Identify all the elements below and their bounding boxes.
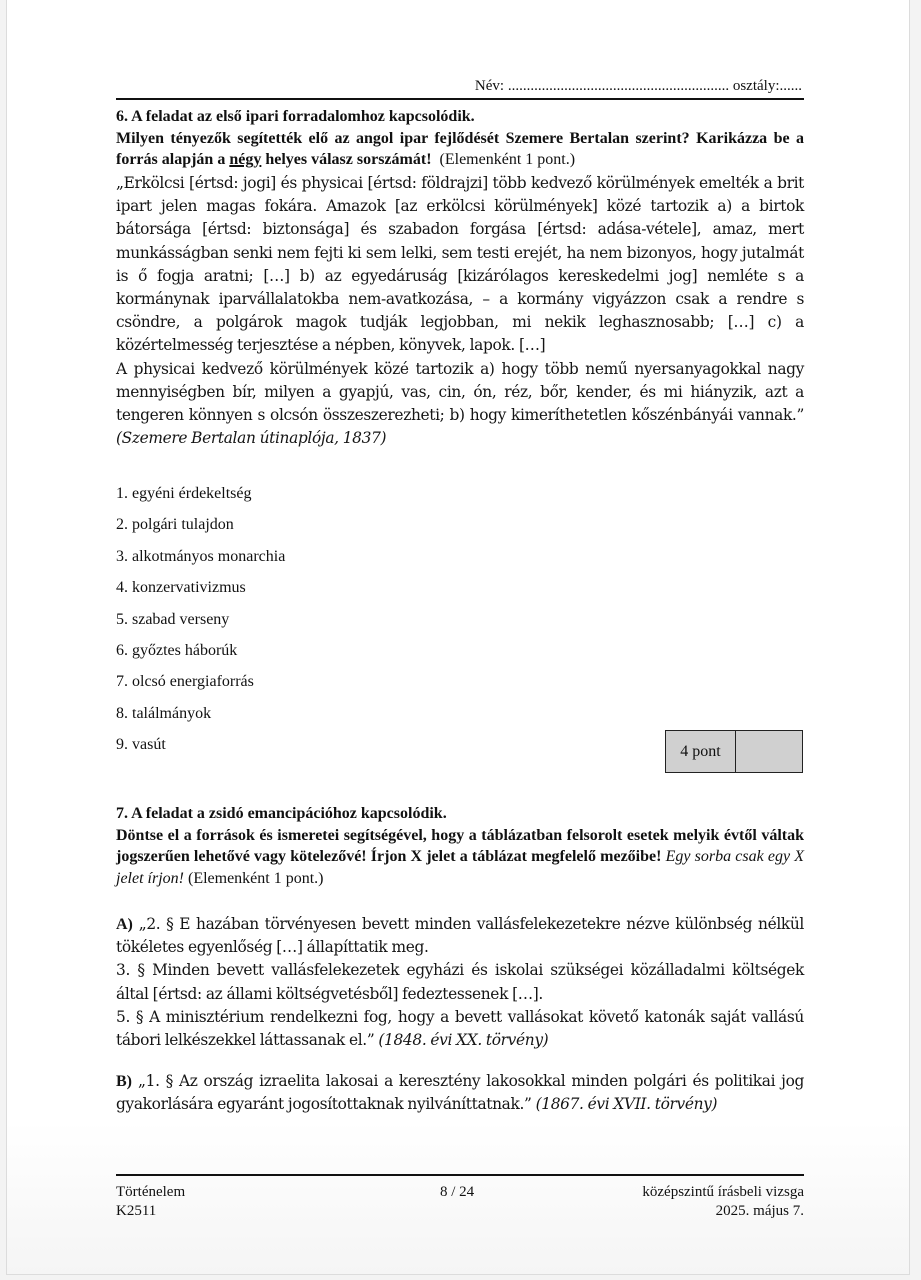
option-item[interactable]: 5. szabad verseny xyxy=(116,610,230,628)
option-item[interactable]: 9. vasút xyxy=(116,736,166,754)
footer-exam-level: középszintű írásbeli vizsga xyxy=(642,1184,804,1200)
source-a-tag: A) xyxy=(116,916,133,933)
source-b-text: „1. § Az ország izraelita lakosai a keresztény lakosokkal minden polgári és politikai jog gyakorlására egyaránt jogosítottaknak nyilváníttatnak.” xyxy=(116,1072,804,1114)
task6-scoring-note: (Elemenként 1 pont.) xyxy=(439,151,576,168)
class-field[interactable]: osztály:...... xyxy=(732,78,802,94)
source-b-tag: B) xyxy=(116,1073,132,1090)
quote-paragraph-2: A physicai kedvező körülmények közé tartozik a) hogy több nemű nyersanyagokkal nagy mennyiségben bír, milyen a gyapjú, vas, cin, ón, réz, bőr, kender, és mi hiányzik, azt a tengeren könnyen s olcsón összeszerezheti; b) hogy kimeríthetetlen kőszénbányái vannak.” (Szemere Bertalan útinaplója, 1837) xyxy=(116,359,804,448)
option-item[interactable]: 1. egyéni érdekeltség xyxy=(116,485,252,502)
option-item[interactable]: 6. győztes háborúk xyxy=(116,641,238,659)
task6-instructions xyxy=(116,106,804,171)
option-item[interactable]: 4. konzervativizmus xyxy=(116,579,246,597)
task7-instructions xyxy=(116,803,804,889)
task6-score-box xyxy=(665,730,803,773)
task7-question: Döntse el a források és ismeretei segítségével, hogy a táblázatban felsorolt esetek melyik évtől váltak jogszerűen lehetővé vagy kötelezővé! Írjon X jelet a táblázat megfelelő mezőibe! Egy sorba csak egy X jelet írjon! (Elemenként 1 pont.) xyxy=(116,826,805,887)
source-b-citation: (1867. évi XVII. törvény) xyxy=(535,1095,718,1114)
task6-title: 6. A feladat az első ipari forradalomhoz kapcsolódik. xyxy=(116,108,475,125)
footer-date: 2025. május 7. xyxy=(715,1203,804,1219)
task6-emphasis: négy xyxy=(229,151,262,168)
source-a-line3: 5. § A minisztérium rendelkezni fog, hogy a bevett vallásokat követő katonák saját vallású tábori lelkészekkel láttassanak el.” xyxy=(116,1007,804,1050)
quote-paragraph-1: „Erkölcsi [értsd: jogi] és physicai [értsd: földrajzi] több kedvező körülmények emelték a brit ipart jelen magas fokára. Amazok [az erkölcsi körülmények] közé tartozik a) a birtok bátorsága [értsd: biztonsága] és szabadon forgása [értsd: adása-vétele], amaz, mert munkásságban senki nem fejti ki sem lelki, sem testi erejét, ha nem bizonyos, hogy jutalmát is ő fogja aratni; […] b) az egyedáruság [kizárólagos kereskedelmi jog] nemléte s a kormánynak iparvállalatokba nem-avatkozása, – a kormány vigyázzon csak a rendre s csöndre, a polgárok magok tudják legjobban, mi nekik leghasznosabb; […] c) a közértelmesség terjesztése a népben, könyvek, lapok. […] xyxy=(116,174,804,355)
footer-rule xyxy=(116,1174,804,1176)
option-item[interactable]: 2. polgári tulajdon xyxy=(116,516,234,534)
score-max-label: 4 pont xyxy=(666,731,736,772)
task6-source-quote xyxy=(116,172,804,450)
header-rule xyxy=(116,98,804,100)
exam-page xyxy=(6,0,910,1275)
task6-question: Milyen tényezők segítették elő az angol ipar fejlődését Szemere Bertalan szerint? Karikázza be a forrás alapján a négy helyes válasz sorszámát! (Elemenként 1 pont.) xyxy=(116,129,804,168)
option-item[interactable]: 7. olcsó energiaforrás xyxy=(116,673,254,691)
source-a-citation: (1848. évi XX. törvény) xyxy=(378,1031,549,1050)
source-a-line1: „2. § E hazában törvényesen bevett minden vallásfelekezetekre nézve különbség nélkül tökéletes egyenlőség […] állapíttatik meg. xyxy=(116,915,805,957)
task7-scoring-note: (Elemenként 1 pont.) xyxy=(187,869,324,887)
task7-title: 7. A feladat a zsidó emancipációhoz kapcsolódik. xyxy=(116,805,447,822)
name-field[interactable]: ........................................................... xyxy=(507,78,730,94)
source-a-line2: 3. § Minden bevett vallásfelekezetek egyházi és iskolai szükségei közálladalmi költségek által [értsd: az állami költségvetésből] fedeztessenek […]. xyxy=(116,961,804,1003)
option-item[interactable]: 8. találmányok xyxy=(116,704,212,722)
name-label: Név: xyxy=(474,78,505,94)
quote-citation: (Szemere Bertalan útinaplója, 1837) xyxy=(116,429,387,448)
task7-italic-note: Egy sorba csak egy X jelet írjon! xyxy=(116,848,805,887)
task7-source-b xyxy=(116,1070,804,1116)
footer-subject: Történelem xyxy=(116,1184,186,1200)
option-item[interactable]: 3. alkotmányos monarchia xyxy=(116,547,286,565)
footer-code: K2511 xyxy=(116,1203,157,1219)
task7-source-a xyxy=(116,913,804,1052)
footer-page-number: 8 / 24 xyxy=(440,1184,475,1200)
task6-options-list xyxy=(116,482,804,765)
score-earned-field[interactable] xyxy=(736,731,802,772)
student-header xyxy=(475,77,802,95)
